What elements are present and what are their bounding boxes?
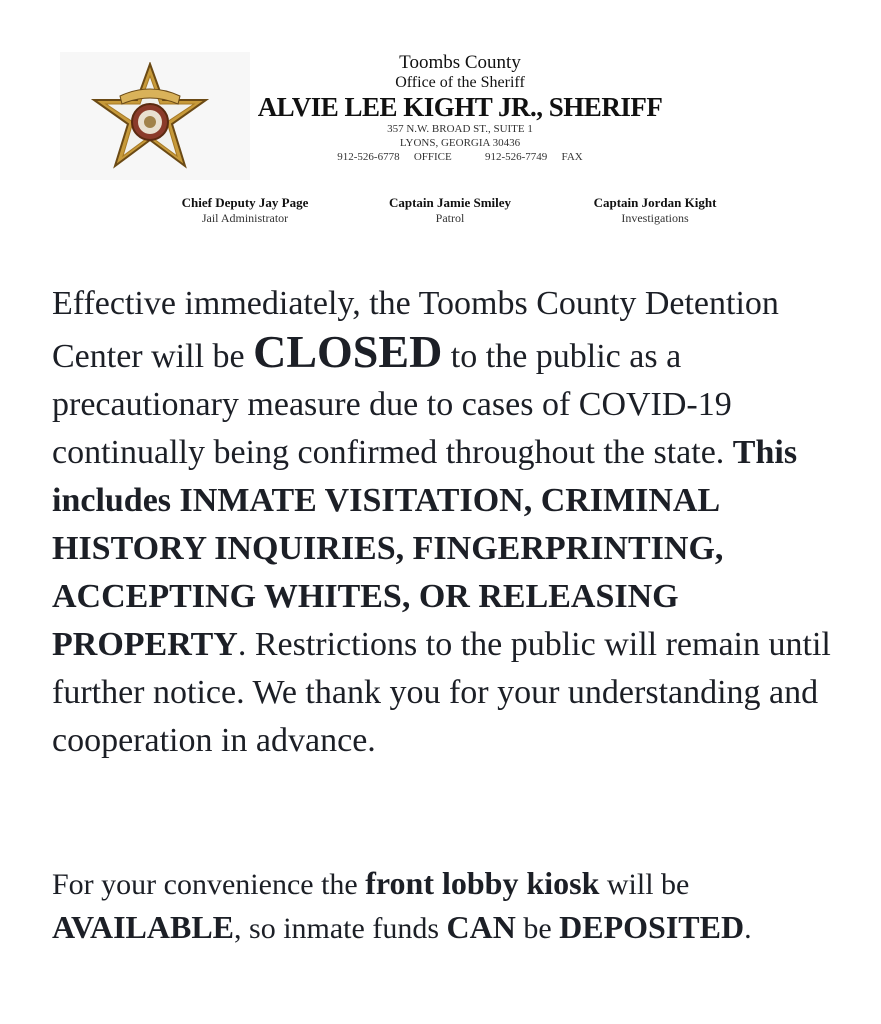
county-name: Toombs County [399,52,521,73]
staff-role: Investigations [621,211,689,225]
kiosk-emphasis: front lobby kiosk [365,865,600,901]
staff-name: Chief Deputy Jay Page [181,195,309,210]
deposited-emphasis: DEPOSITED [559,909,745,945]
closure-notice [52,280,852,765]
letterhead [60,52,700,192]
kiosk-text: For your convenience the [52,868,366,901]
staff-item [350,195,550,225]
staff-item [555,195,755,225]
available-emphasis: AVAILABLE [52,909,235,945]
kiosk-text: will be [599,868,690,901]
address-line-1: 357 N.W. BROAD ST., SUITE 1 [387,123,533,135]
staff-name: Captain Jordan Kight [593,195,717,210]
staff-item [145,195,345,225]
notice-text: . Restrictions to the public will remain until further notice. We thank you for your understanding and cooperation in advance. [52,626,831,759]
kiosk-notice [52,862,852,950]
kiosk-text: , so inmate funds [234,912,447,945]
office-info [220,52,700,164]
kiosk-text: . [744,912,752,945]
staff-role: Jail Administrator [201,211,289,225]
kiosk-text: be [515,912,560,945]
sheriff-star-badge-icon [90,62,210,172]
notice-text: Effective immediately, the Toombs County Detention Center will be [52,285,779,375]
closed-emphasis: CLOSED [253,326,443,377]
office-name: Office of the Sheriff [395,74,525,91]
can-emphasis: CAN [446,909,516,945]
phone-line: 912-526-6778 OFFICE 912-526-7749 FAX [337,151,583,163]
address-line-2: LYONS, GEORGIA 30436 [399,137,521,149]
sheriff-name: ALVIE LEE KIGHT JR., SHERIFF [257,92,663,122]
staff-role: Patrol [435,211,465,225]
staff-name: Captain Jamie Smiley [388,195,512,210]
notice-text: to the public as a precautionary measure due to cases of COVID-19 continually being confirmed throughout the state. [52,338,733,471]
services-closed-list: This includes INMATE VISITATION, CRIMINAL HISTORY INQUIRIES, FINGERPRINTING, ACCEPTING WHITES, OR RELEASING PROPERTY [52,434,798,663]
